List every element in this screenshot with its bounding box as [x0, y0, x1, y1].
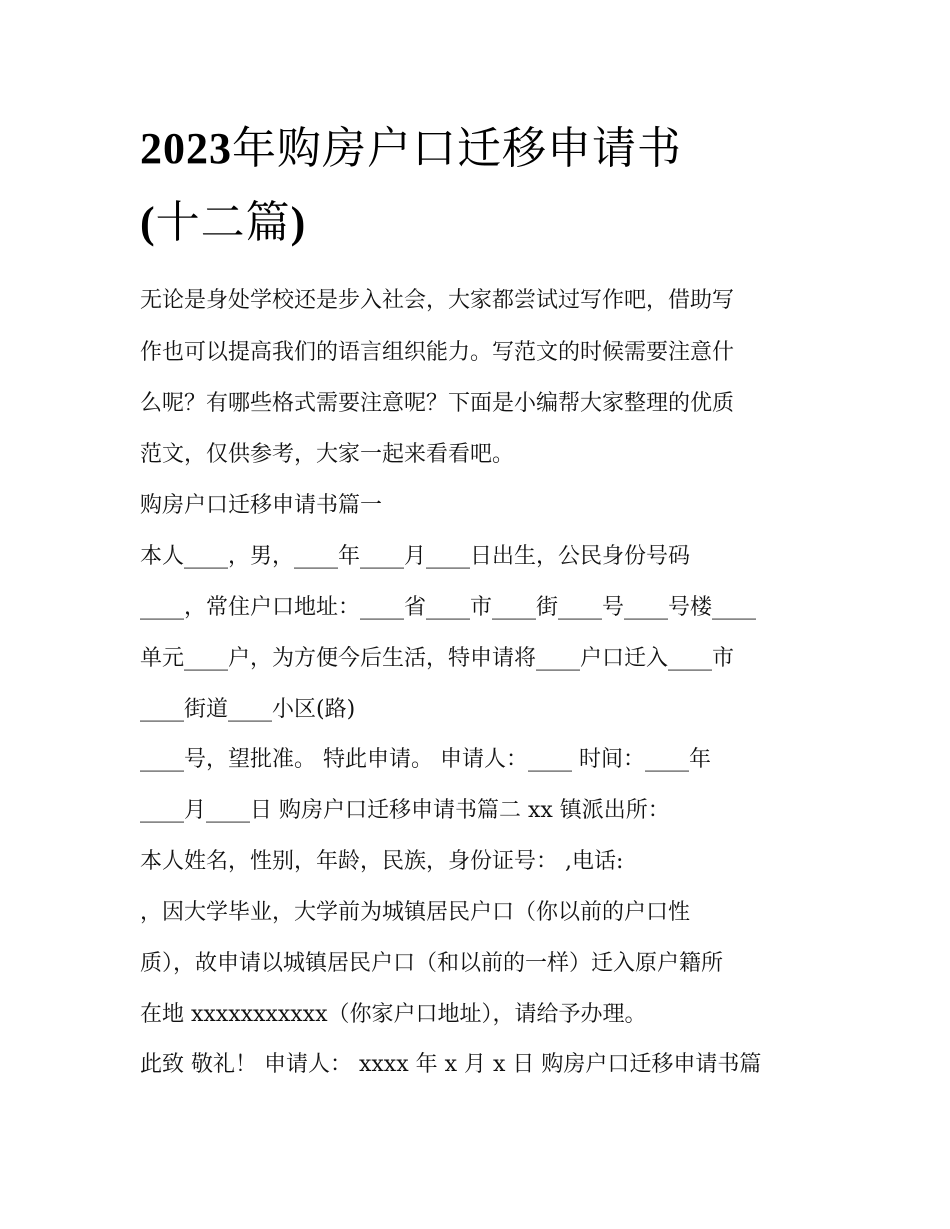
body-line-10: 在地 xxxxxxxxxxx（你家户口地址），请给予办理。: [140, 1002, 647, 1027]
title-line2-text: 十二篇: [155, 197, 291, 248]
body-line-2: ____，常住户口地址：____省____市____街____号____号楼____: [140, 595, 757, 620]
body-line-7: 本人姓名，性别，年龄，民族，身份证号： ,电话:: [140, 849, 624, 874]
intro-line-1: 无论是身处学校还是步入社会，大家都尝试过写作吧，借助写: [140, 288, 735, 313]
body-line-11: 此致 敬礼！ 申请人： xxxx 年 x 月 x 日 购房户口迁移申请书篇: [140, 1052, 762, 1077]
body-line-3: 单元____户，为方便今后生活，特申请将____户口迁入____市: [140, 646, 735, 671]
intro-line-2: 作也可以提高我们的语言组织能力。写范文的时候需要注意什: [140, 340, 735, 365]
intro-line-4: 范文，仅供参考，大家一起来看看吧。: [140, 442, 515, 467]
title-open-paren: (: [140, 198, 156, 247]
document-title: [140, 112, 820, 260]
body-line-8: ，因大学毕业，大学前为城镇居民户口（你以前的户口性: [140, 900, 691, 925]
body-line-5: ____号，望批准。 特此申请。 申请人：____ 时间：____年: [140, 747, 711, 772]
body-line-9: 质），故申请以城镇居民户口（和以前的一样）迁入原户籍所: [140, 951, 724, 976]
title-close-paren: ): [290, 198, 307, 247]
intro-line-3: 么呢？有哪些格式需要注意呢？下面是小编帮大家整理的优质: [140, 391, 735, 416]
body-line-4: ____街道____小区(路): [140, 697, 356, 722]
title-line1-text: 年购房户口迁移申请书: [232, 123, 682, 174]
body-line-1: 本人____，男，____年____月____日出生，公民身份号码: [140, 544, 691, 569]
section-heading-1: 购房户口迁移申请书篇一: [140, 493, 383, 518]
title-year: 2023: [140, 124, 232, 173]
body-line-6: ____月____日 购房户口迁移申请书篇二 xx 镇派出所：: [140, 798, 670, 823]
